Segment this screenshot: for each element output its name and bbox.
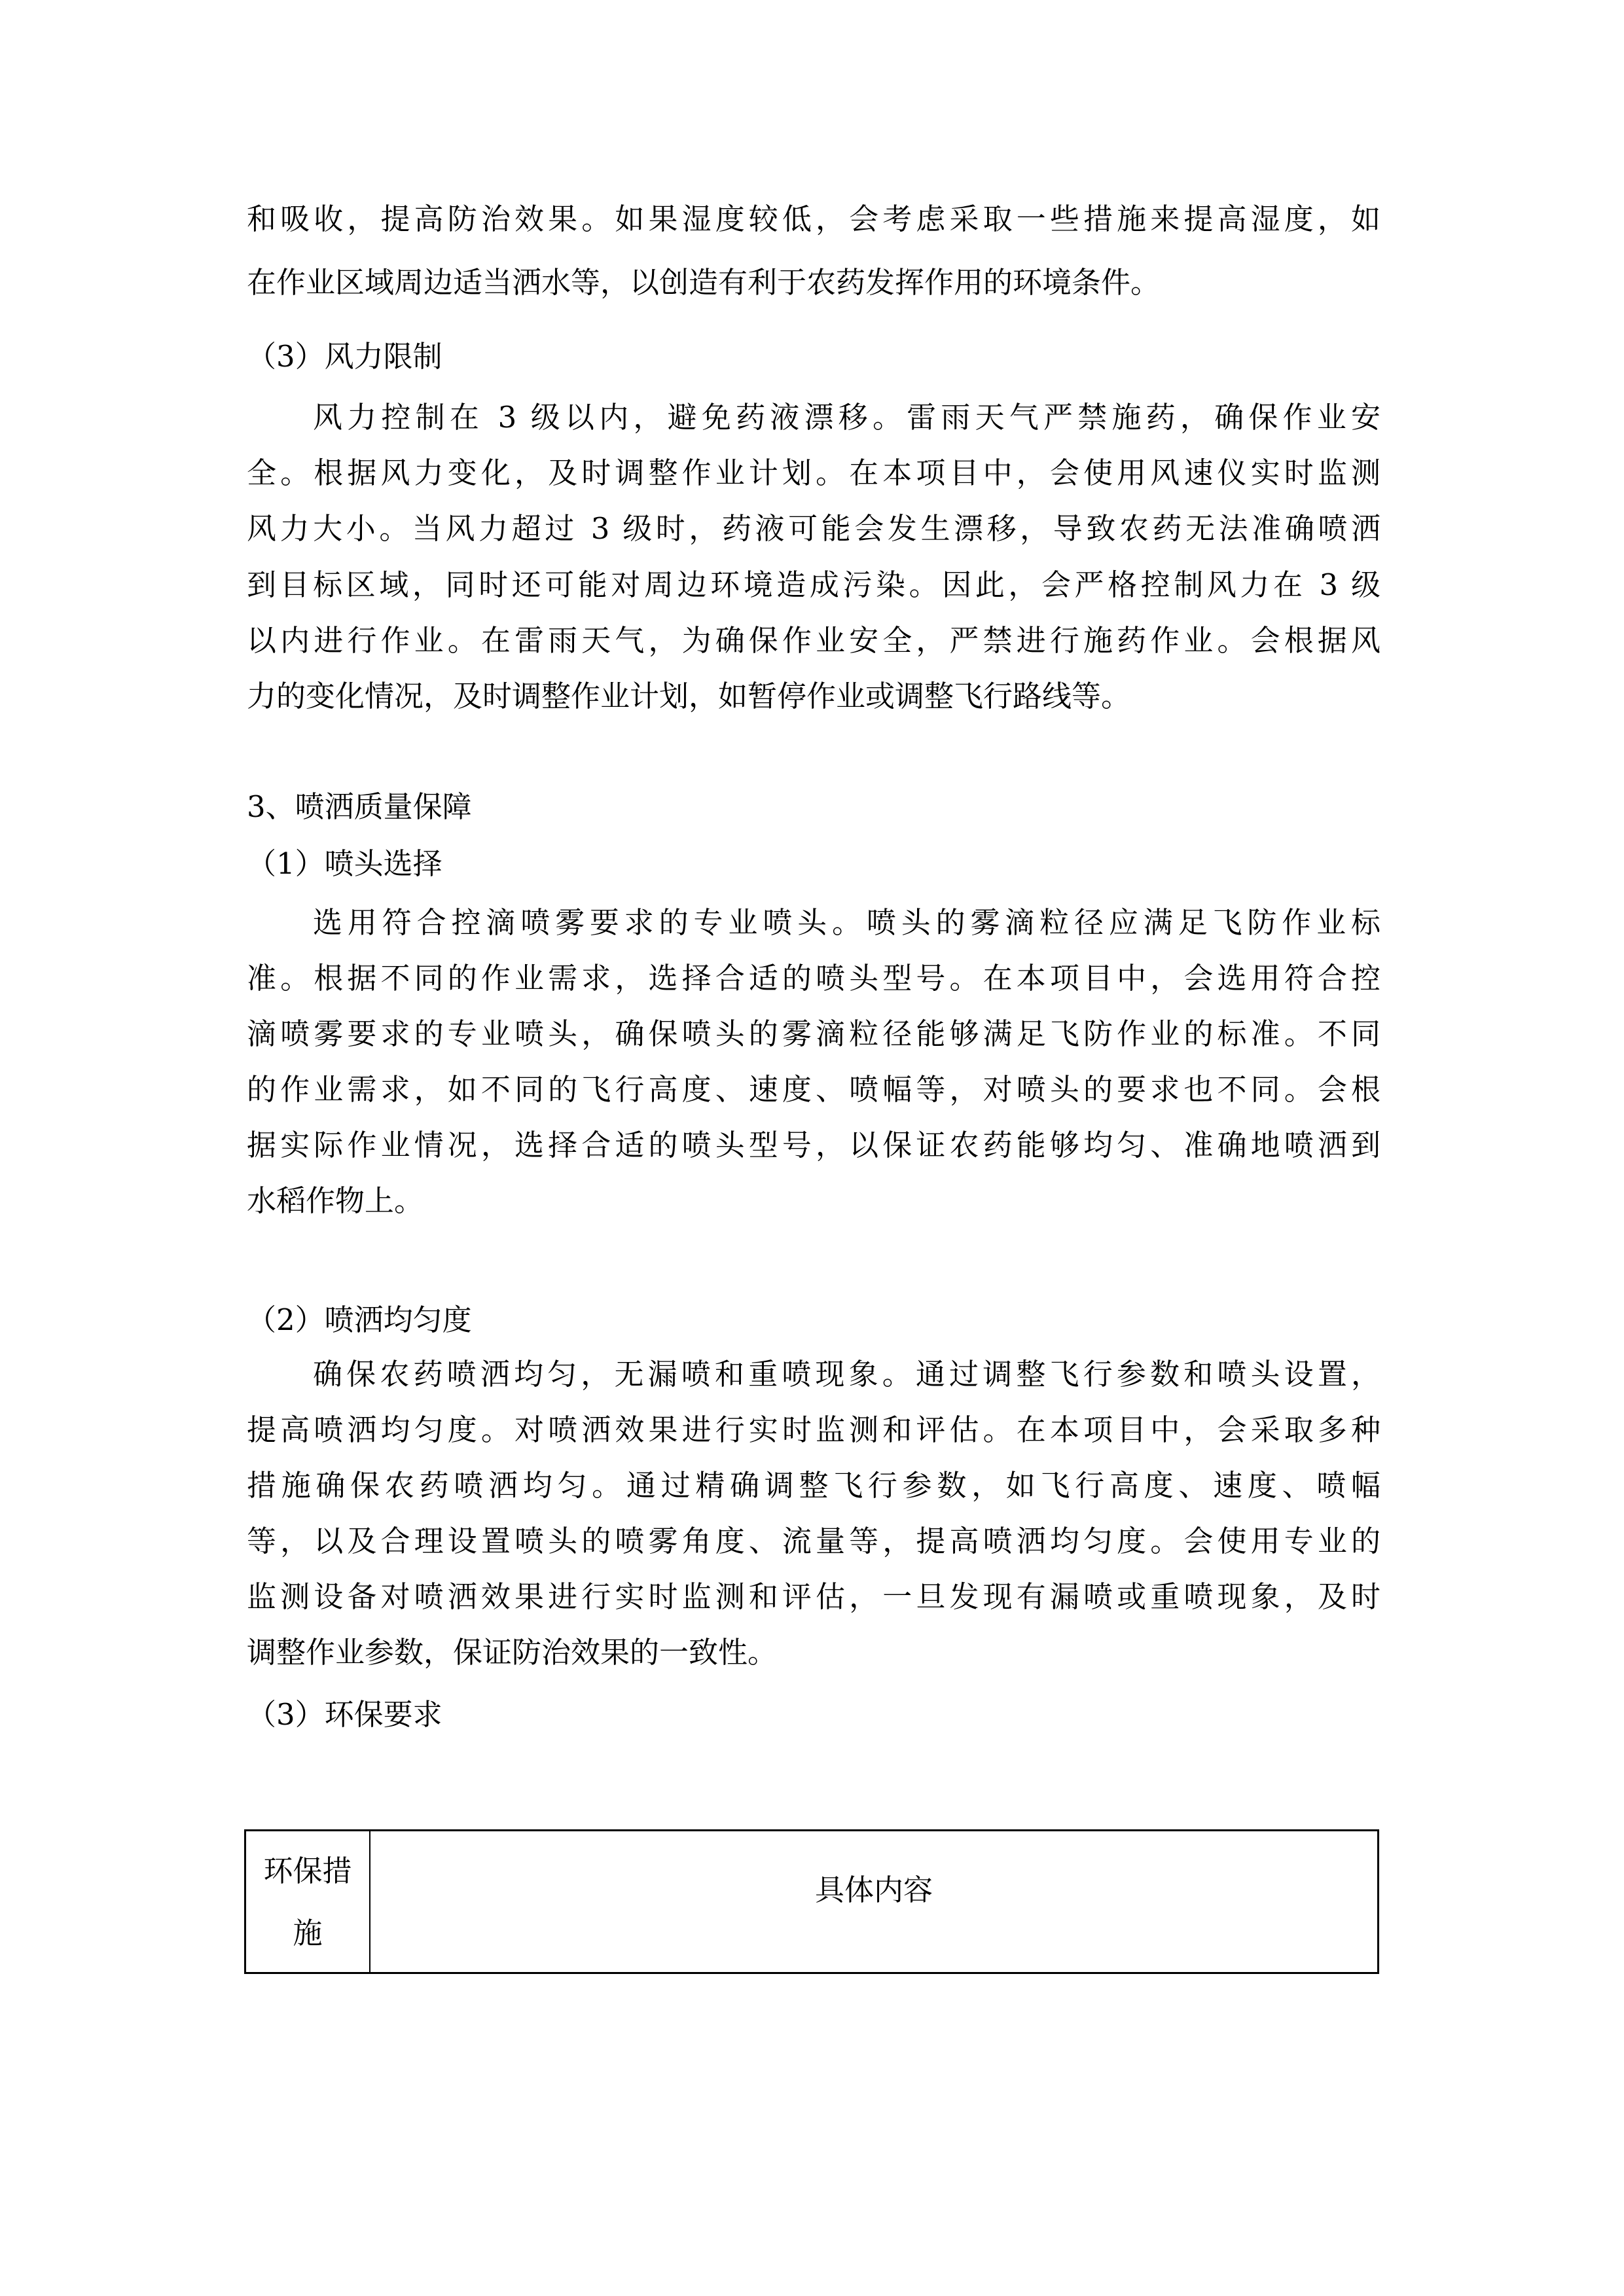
- table-header-content: [370, 1831, 1379, 1973]
- paragraph-line: 据实际作业情况，选择合适的喷头型号，以保证农药能够均匀、准确地喷洒到: [247, 1128, 1380, 1162]
- subsection-heading-nozzle: （1）喷头选择: [247, 846, 442, 881]
- paragraph-line: 等，以及合理设置喷头的喷雾角度、流量等，提高喷洒均匀度。会使用专业的: [247, 1524, 1380, 1558]
- table-header-row: [245, 1831, 1379, 1973]
- paragraph-line: 和吸收，提高防治效果。如果湿度较低，会考虑采取一些措施来提高湿度，如: [247, 202, 1380, 236]
- paragraph-line: 滴喷雾要求的专业喷头，确保喷头的雾滴粒径能够满足飞防作业的标准。不同: [247, 1016, 1380, 1051]
- environment-measures-table: [244, 1829, 1379, 1974]
- header-line: 环保措: [263, 1853, 352, 1888]
- subsection-heading-environment: （3）环保要求: [247, 1697, 442, 1732]
- paragraph-line: 水稻作物上。: [247, 1183, 424, 1218]
- paragraph-line: 以内进行作业。在雷雨天气，为确保作业安全，严禁进行施药作业。会根据风: [247, 623, 1380, 658]
- subsection-heading-wind: （3）风力限制: [247, 339, 442, 374]
- paragraph-line: 准。根据不同的作业需求，选择合适的喷头型号。在本项目中，会选用符合控: [247, 961, 1380, 996]
- header-text: 具体内容: [814, 1873, 933, 1907]
- paragraph-line: 在作业区域周边适当洒水等，以创造有利于农药发挥作用的环境条件。: [247, 265, 1161, 300]
- paragraph-line: 提高喷洒均匀度。对喷洒效果进行实时监测和评估。在本项目中，会采取多种: [247, 1412, 1380, 1447]
- paragraph-line: 风力控制在 3 级以内，避免药液漂移。雷雨天气严禁施药，确保作业安: [313, 400, 1380, 435]
- paragraph-line: 的作业需求，如不同的飞行高度、速度、喷幅等，对喷头的要求也不同。会根: [247, 1072, 1380, 1107]
- paragraph-line: 全。根据风力变化，及时调整作业计划。在本项目中，会使用风速仪实时监测: [247, 456, 1380, 490]
- paragraph-line: 力的变化情况，及时调整作业计划，如暂停作业或调整飞行路线等。: [247, 679, 1131, 713]
- table-header-measures: [245, 1831, 370, 1973]
- paragraph-line: 选用符合控滴喷雾要求的专业喷头。喷头的雾滴粒径应满足飞防作业标: [313, 905, 1380, 940]
- paragraph-line: 确保农药喷洒均匀，无漏喷和重喷现象。通过调整飞行参数和喷头设置，: [313, 1357, 1380, 1391]
- section-heading-spray-quality: 3、喷洒质量保障: [247, 789, 472, 824]
- paragraph-line: 到目标区域，同时还可能对周边环境造成污染。因此，会严格控制风力在 3 级: [247, 567, 1380, 602]
- header-line: 施: [293, 1915, 323, 1950]
- paragraph-line: 措施确保农药喷洒均匀。通过精确调整飞行参数，如飞行高度、速度、喷幅: [247, 1468, 1380, 1503]
- paragraph-line: 监测设备对喷洒效果进行实时监测和评估，一旦发现有漏喷或重喷现象，及时: [247, 1579, 1380, 1614]
- paragraph-line: 风力大小。当风力超过 3 级时，药液可能会发生漂移，导致农药无法准确喷洒: [247, 511, 1380, 546]
- subsection-heading-uniformity: （2）喷洒均匀度: [247, 1302, 472, 1337]
- paragraph-line: 调整作业参数，保证防治效果的一致性。: [247, 1635, 778, 1670]
